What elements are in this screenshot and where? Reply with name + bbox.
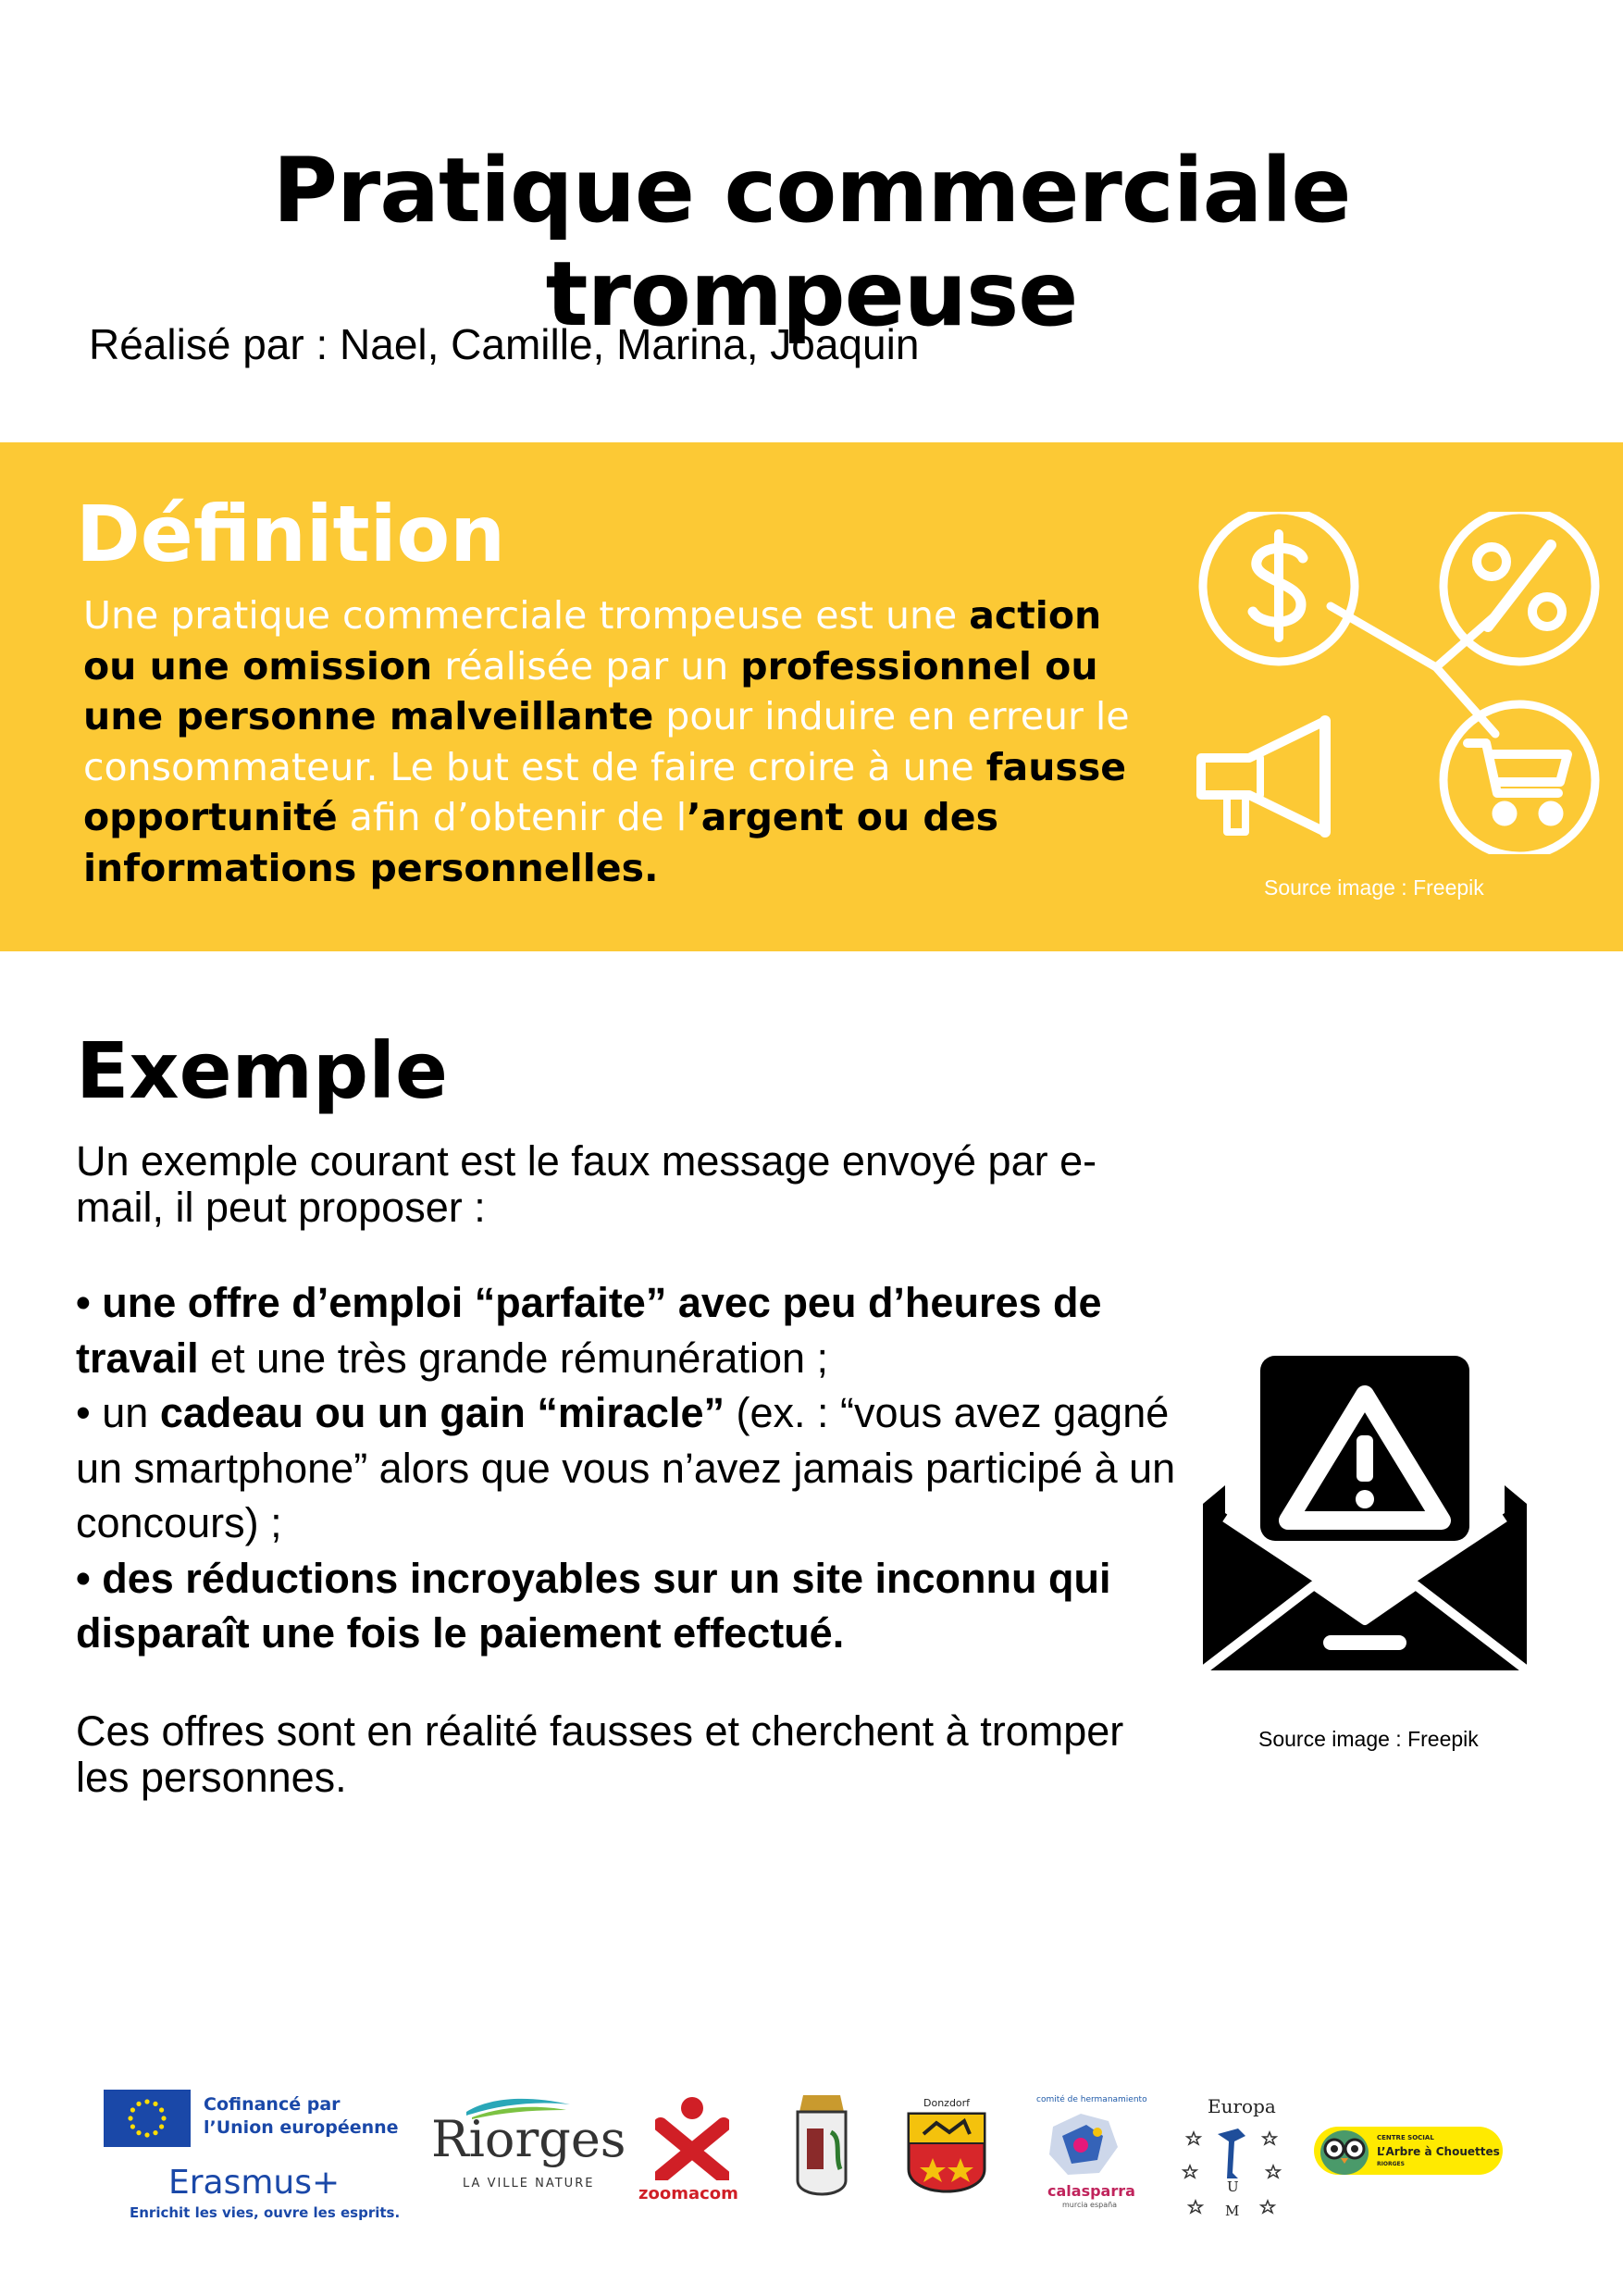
definition-segment-bold: fausse opportunité [83, 744, 1127, 839]
owl-icon [1314, 2119, 1375, 2180]
commerce-icons [1194, 512, 1601, 854]
donzdorf-logo-text: Donzdorf [923, 2097, 971, 2109]
page-title: Pratique commerciale trompeuse [272, 139, 1351, 346]
authors-line: Réalisé par : Nael, Camille, Marina, Joaquin [89, 320, 920, 368]
svg-text:M: M [1225, 2203, 1240, 2219]
list-item-text: (ex. : “vous avez gagné un smartphone” alors que vous n’avez jamais participé à un concours) ; [76, 1389, 1176, 1546]
calasparra-subtitle: murcia españa [1062, 2201, 1118, 2209]
list-item-bold: cadeau ou un gain “miracle” [159, 1389, 725, 1436]
arbre-line-3: RIORGES [1377, 2161, 1405, 2167]
definition-text [83, 590, 1166, 893]
calasparra-committee-text: comité de hermanamiento [1036, 2095, 1147, 2104]
list-item-text: • un [76, 1389, 160, 1436]
arbre-line-2: L’Arbre à Chouettes [1377, 2145, 1500, 2158]
megaphone-icon [1201, 721, 1325, 832]
image-source-credit: Source image : Freepik [1258, 1727, 1479, 1751]
example-heading: Exemple [76, 1025, 448, 1116]
image-source-credit: Source image : Freepik [1264, 875, 1484, 900]
definition-segment: Une pratique commerciale trompeuse est une [83, 593, 970, 638]
town-coat-of-arms-icon [788, 2091, 855, 2212]
example-intro: Un exemple courant est le faux message envoyé par e-mail, il peut proposer : [76, 1137, 1097, 1231]
definition-segment: pour induire en erreur le consommateur. Le but est de faire croire à une [83, 694, 1130, 789]
percent-icon [1443, 512, 1595, 662]
list-item [76, 1275, 1205, 1385]
eu-cofunded-text: Cofinancé par l’Union européenne [204, 2094, 399, 2138]
erasmus-logo-text: Erasmus+ [168, 2164, 341, 2202]
list-item [76, 1551, 1205, 1661]
definition-segment: afin d’obtenir de l [337, 795, 688, 839]
europa-logo-text: Europa [1208, 2095, 1276, 2117]
definition-segment-bold: ’argent ou des informations personnelles. [83, 795, 998, 890]
eu-flag-logo [104, 2090, 191, 2147]
eu-stars-icon [104, 2090, 191, 2147]
calasparra-logo-text: calasparra [1047, 2182, 1135, 2200]
svg-text:U: U [1227, 2178, 1239, 2195]
list-item-bold: • une offre d’emploi “parfaite” avec peu d’heures de travail [76, 1279, 1102, 1382]
example-outro: Ces offres sont en réalité fausses et cherchent à tromper les personnes. [76, 1707, 1124, 1801]
definition-section [0, 442, 1623, 951]
europa-faum-emblem-icon [1181, 2121, 1282, 2225]
list-item-text: et une très grande rémunération ; [198, 1334, 828, 1382]
dollar-icon [1203, 512, 1355, 662]
erasmus-tagline: Enrichit les vies, ouvre les esprits. [130, 2204, 401, 2221]
list-item-bold: • des réductions incroyables sur un site inconnu qui disparaît une fois le paiement effectué. [76, 1554, 1111, 1657]
calasparra-map-icon [1044, 2108, 1121, 2180]
zoomacom-logo-text: zoomacom [638, 2184, 738, 2203]
zoomacom-figure-icon [655, 2095, 729, 2180]
definition-segment-bold: professionnel ou une personne malveillante [83, 643, 1098, 738]
definition-segment-bold: action ou une omission [83, 593, 1102, 689]
definition-heading: Définition [76, 489, 506, 579]
definition-segment: réalisée par un [432, 643, 741, 689]
partner-logos [0, 2073, 1623, 2277]
arbre-line-1: CENTRE SOCIAL [1377, 2134, 1434, 2141]
riorges-logo-text: Riorges [431, 2110, 626, 2168]
example-list [76, 1275, 1205, 1661]
envelope-warning-icon [1203, 1356, 1527, 1670]
list-item [76, 1385, 1205, 1551]
donzdorf-coat-of-arms-icon [905, 2110, 988, 2214]
riorges-tagline: LA VILLE NATURE [463, 2177, 595, 2191]
shopping-cart-icon [1443, 704, 1595, 854]
